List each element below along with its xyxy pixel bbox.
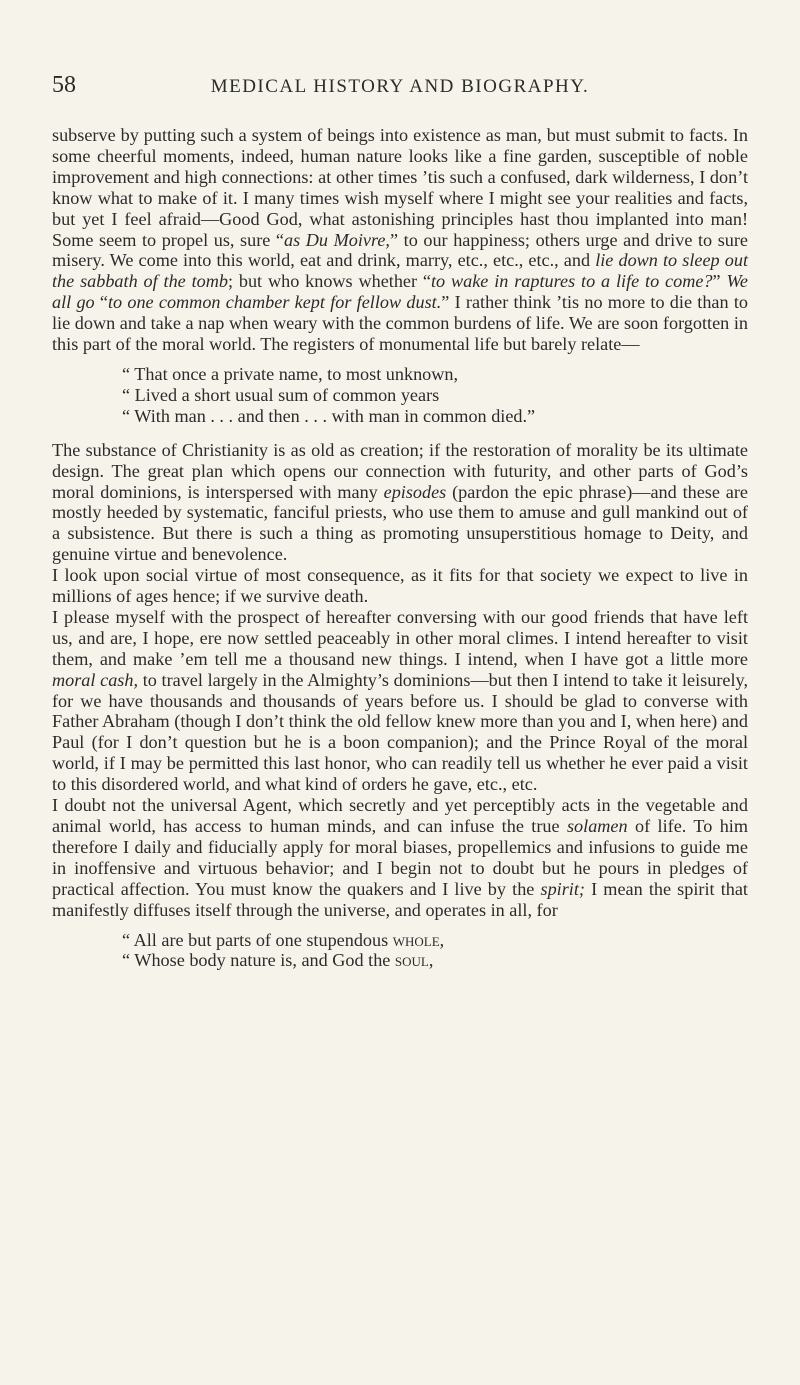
text-span: I mean the spirit that manifestly diffuses itself through the universe, and operates in all, for <box>52 878 748 920</box>
text-span: subserve by putting such a system of beings into existence as man, but must submit to facts. In some cheerful moments, indeed, human nature looks like a fine garden, susceptible of noble improvement and high connections: at other times ’tis such a confused, dark wilderness, I don’t know what to make of it. I many times wish myself where I might see your realities and facts, but yet I feel afraid—Good God, what astonishing principles hast thou implanted into man! Some seem to propel us, sure “ <box>52 125 748 250</box>
verse-line: “ Lived a short usual sum of common years <box>122 384 440 405</box>
body-text <box>52 125 748 980</box>
italic-span: spirit; <box>540 878 585 899</box>
verse-quote-1 <box>122 364 748 427</box>
text-span: “ Whose body nature is, and God the <box>122 950 395 971</box>
italic-span: lie down to sleep out the sabbath of the tomb <box>52 250 748 292</box>
running-head: MEDICAL HISTORY AND BIOGRAPHY. <box>210 76 590 97</box>
verse-line: “ That once a private name, to most unknown, <box>122 363 459 384</box>
text-span: ; but who knows whether “ <box>227 271 431 292</box>
text-span: The substance of Christianity is as old as creation; if the restoration of morality be its ultimate design. The great plan which opens our connection with futurity, and other parts of God’s moral dominions, is interspersed with many <box>52 439 748 502</box>
italic-span: We all go <box>52 271 749 313</box>
small-caps-span: whole <box>392 929 440 950</box>
small-caps-span: soul <box>394 950 429 971</box>
verse-line <box>122 950 748 971</box>
paragraph-1 <box>52 125 748 355</box>
italic-span: moral cash, <box>52 669 139 690</box>
text-span: to travel largely in the Almighty’s dominions—but then I intend to take it leisurely, for we have thousands and thousands of years before us. I should be glad to converse with Father Abraham (though I don’t think the old fellow knew more than you and I, when here) and Paul (for I don’t question but he is a boon companion); and the Prince Royal of the moral world, if I may be permitted this last honor, who can readily tell us whether he ever paid a visit to this disordered world, and what kind of orders he gave, etc., etc. <box>52 669 748 795</box>
italic-span: to wake in raptures to a life to come? <box>430 271 713 292</box>
text-span: I doubt not the universal Agent, which secretly and yet perceptibly acts in the vegetable and animal world, has access to human minds, and can infuse the true <box>52 795 748 836</box>
paragraph-5 <box>52 795 748 920</box>
verse-line <box>122 930 748 951</box>
paragraph-3: I look upon social virtue of most consequence, as it fits for that society we expect to live in millions of ages hence; if we survive death. <box>52 565 748 607</box>
italic-span: to one common chamber kept for fellow dust. <box>107 292 442 313</box>
page-number: 58 <box>52 72 76 98</box>
verse-quote-2 <box>122 930 748 972</box>
italic-span: as Du Moivre, <box>284 229 390 250</box>
text-span: (pardon the epic phrase)—and these are mostly heeded by systematic, fanciful priests, who use them to amuse and gull mankind out of a subsistence. But there is such a thing as promoting unsuperstitious homage to Deity, and genuine virtue and benevolence. <box>52 481 748 565</box>
text-span: ” I rather think ’tis no more to die than to lie down and take a nap when weary with the common burdens of life. We are soon forgotten in this part of the moral world. The registers of monumental life but barely relate— <box>52 292 748 355</box>
paragraph-2 <box>52 440 748 565</box>
text-span: of life. To him therefore I daily and fiducially apply for moral biases, propellemics and infusions to guide me in inoffensive and virtuous behavior; and I begin not to doubt but he pours in pledges of practical affection. You must know the quakers and I live by the <box>52 816 748 899</box>
verse-line: “ With man . . . and then . . . with man in common died.” <box>122 405 536 426</box>
text-span: , <box>439 929 445 950</box>
page-header <box>52 72 748 102</box>
italic-span: solamen <box>566 816 628 836</box>
text-span: ” <box>712 271 727 292</box>
text-span: ” to our happiness; others urge and drive to sure misery. We come into this world, eat and drink, marry, etc., etc., etc., and <box>52 229 749 271</box>
text-span: I please myself with the prospect of hereafter conversing with our good friends that have left us, and are, I hope, ere now settled peaceably in other moral climes. I intend hereafter to visit them, and make ’em tell me a thousand new things. I intend, when I have got a little more <box>52 606 748 669</box>
text-span: “ All are but parts of one stupendous <box>122 929 393 950</box>
text-span: , <box>428 950 434 971</box>
paragraph-4 <box>52 607 748 795</box>
text-span: “ <box>94 292 108 313</box>
italic-span: episodes <box>383 481 447 502</box>
